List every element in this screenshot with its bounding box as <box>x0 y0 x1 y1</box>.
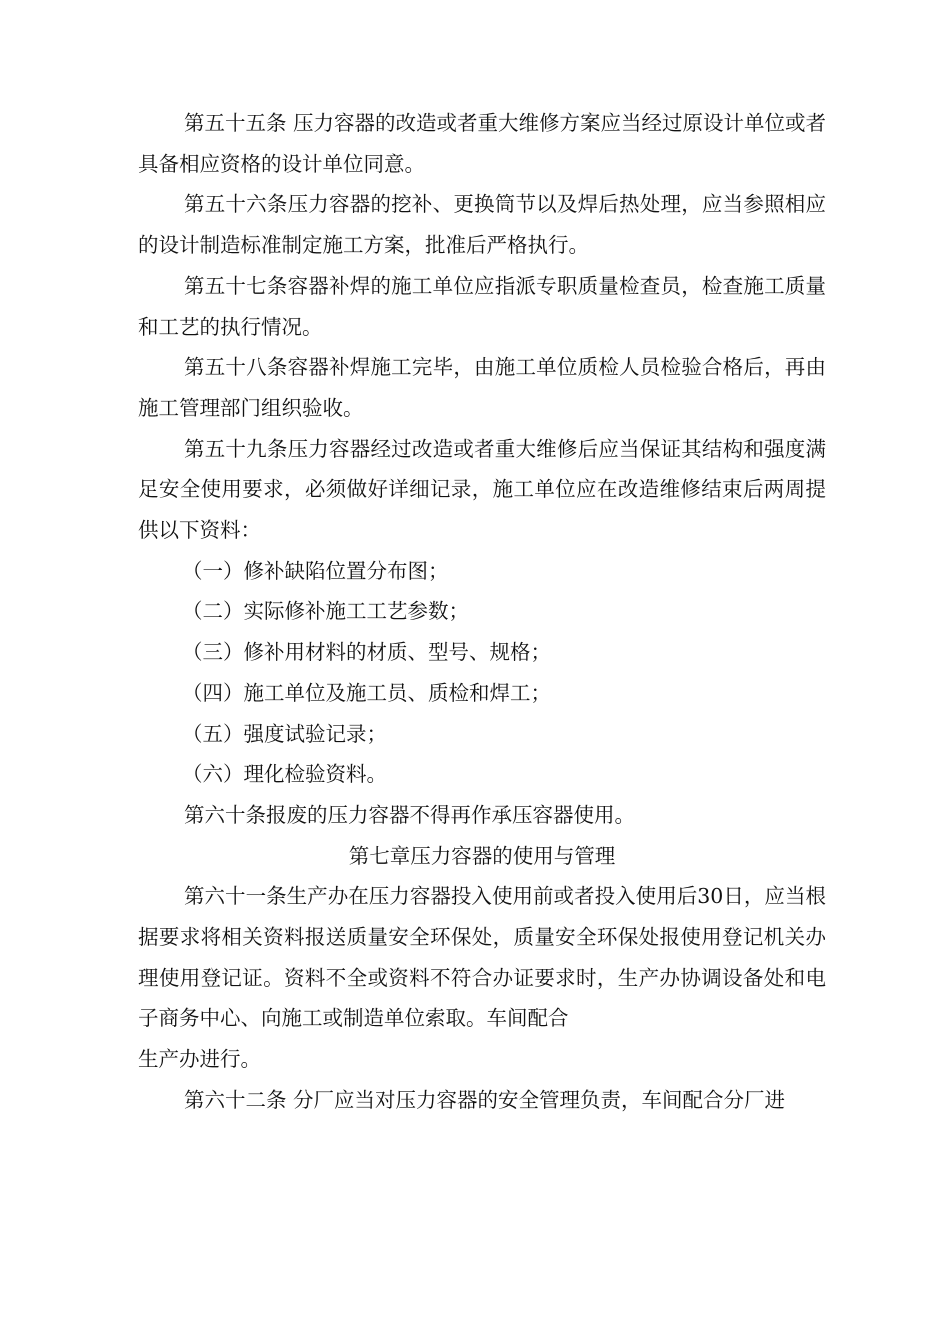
document-page <box>138 103 826 1121</box>
article-56: 第五十六条压力容器的挖补、更换筒节以及焊后热处理，应当参照相应的设计制造标准制定施工方案，批准后严格执行。 <box>138 192 826 258</box>
article-61-continuation: 生产办进行。 <box>138 1047 261 1072</box>
article-58: 第五十八条容器补焊施工完毕，由施工单位质检人员检验合格后，再由施工管理部门组织验收。 <box>138 355 826 420</box>
list-item-1: （一）修补缺陷位置分布图； <box>182 558 449 583</box>
chapter-heading: 第七章压力容器的使用与管理 <box>348 843 616 868</box>
list-item-6: （六）理化检验资料。 <box>182 762 387 787</box>
article-55: 第五十五条 压力容器的改造或者重大维修方案应当经过原设计单位或者具备相应资格的设计单位同意。 <box>138 111 827 176</box>
article-61: 第六十一条生产办在压力容器投入使用前或者投入使用后30日，应当根据要求将相关资料报送质量安全环保处，质量安全环保处报使用登记机关办理使用登记证。资料不全或资料不符合办证要求时，生产办协调设备处和电子商务中心、向施工或制造单位索取。车间配合 <box>138 884 826 1031</box>
article-60: 第六十条报废的压力容器不得再作承压容器使用。 <box>184 802 635 827</box>
article-62: 第六十二条 分厂应当对压力容器的安全管理负责，车间配合分厂进 <box>184 1087 786 1112</box>
list-item-5: （五）强度试验记录； <box>182 721 387 746</box>
article-57: 第五十七条容器补焊的施工单位应指派专职质量检查员，检查施工质量和工艺的执行情况。 <box>138 273 826 339</box>
list-item-2: （二）实际修补施工工艺参数； <box>182 599 469 624</box>
list-item-3: （三）修补用材料的材质、型号、规格； <box>182 640 551 665</box>
list-item-4: （四）施工单位及施工员、质检和焊工； <box>182 680 551 705</box>
article-59: 第五十九条压力容器经过改造或者重大维修后应当保证其结构和强度满足安全使用要求，必须做好详细记录，施工单位应在改造维修结束后两周提供以下资料： <box>138 436 826 543</box>
